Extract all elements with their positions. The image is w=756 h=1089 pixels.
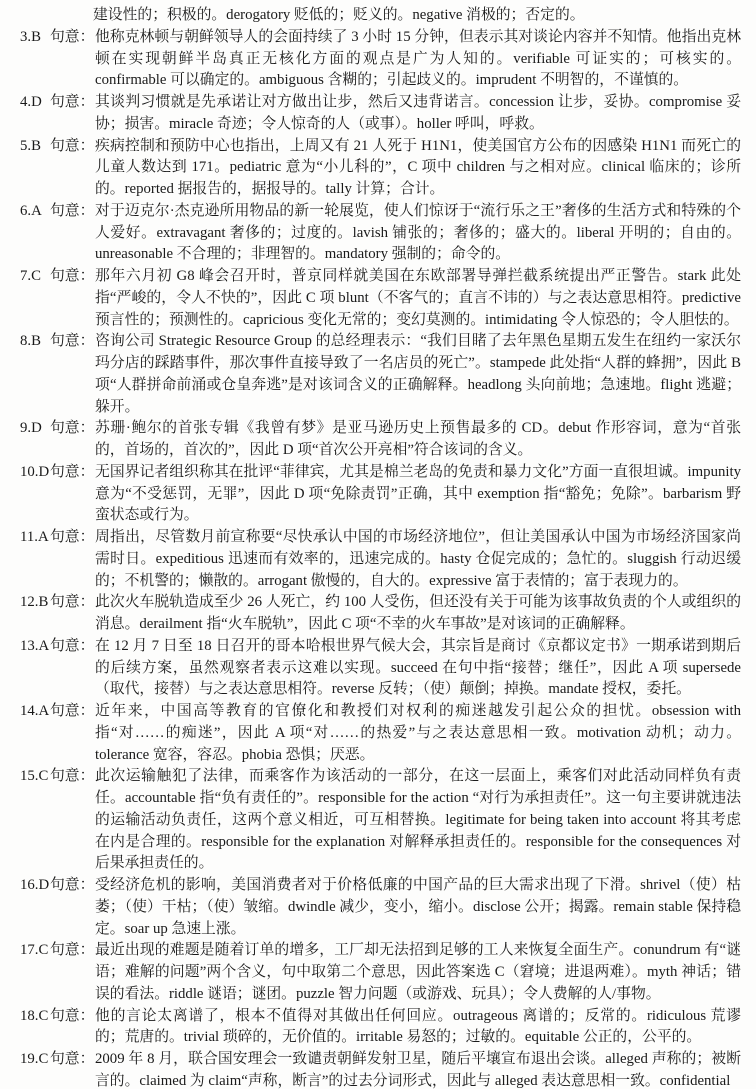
answer-item bbox=[18, 1049, 741, 1089]
item-number: 8.B bbox=[20, 333, 41, 350]
item-sense-label: 句意： bbox=[50, 420, 95, 437]
item-explanation-text: 最近出现的难题是随着订单的增多，工厂却无法招到足够的工人来恢复全面生产。conundrum 有“谜语；难解的问题”两个含义，句中取第二个意思，因此答案选 C（窘境；进退两难）。myth 神话；错误的看法。riddle 谜语；谜团。puzzle 智力问题（或游戏、玩具）；令人费解的人/事物。 bbox=[95, 942, 741, 1002]
answer-item bbox=[18, 701, 741, 766]
answer-item bbox=[18, 636, 741, 701]
item-number: 4.D bbox=[20, 94, 42, 110]
answer-item bbox=[18, 462, 741, 527]
item-explanation-text: 受经济危机的影响，美国消费者对于价格低廉的中国产品的巨大需求出现了下滑。shrivel（使）枯萎；（使）干枯；（使）皱缩。dwindle 减少，变小，缩小。disclose 公开；揭露。remain stable 保持稳定。soar up 急速上涨。 bbox=[95, 877, 741, 937]
answer-item bbox=[18, 940, 741, 1005]
item-explanation-text: 此次火车脱轨造成至少 26 人死亡，约 100 人受伤，但还没有关于可能为该事故负责的个人或组织的消息。derailment 指“火车脱轨”，因此 C 项“不幸的火车事故”是对该词的正确解释。 bbox=[95, 594, 741, 632]
answer-item bbox=[18, 766, 741, 875]
item-sense-label: 句意： bbox=[50, 637, 95, 654]
item-number: 5.B bbox=[20, 137, 41, 154]
item-sense-label: 句意： bbox=[50, 942, 95, 959]
item-sense-label: 句意： bbox=[50, 529, 95, 545]
answer-item bbox=[18, 201, 741, 266]
item-explanation-text: 对于迈克尔·杰克逊所用物品的新一轮展览，使人们惊讶于“流行乐之王”奢侈的生活方式和特殊的个人爱好。extravagant 奢侈的；过度的。lavish 铺张的；奢侈的；盛大的。liberal 开明的；自由的。unreasonable 不合理的；非理智的。mandatory 强制的；命令的。 bbox=[95, 202, 741, 263]
item-sense-label: 句意： bbox=[50, 137, 95, 154]
answer-item bbox=[18, 418, 741, 462]
item-number: 15.C bbox=[20, 768, 49, 785]
continuation-text: 建设性的；积极的。derogatory 贬低的；贬义的。negative 消极的；否定的。 bbox=[93, 7, 585, 23]
item-explanation-text: 在 12 月 7 日至 18 日召开的哥本哈根世界气候大会，其宗旨是商讨《京都议定书》一期承诺到期后的后续方案，虽然观察者表示这难以实现。succeed 在句中指“接替；继任”，因此 A 项 supersede（取代，接替）与之表达意思相符。reverse 反转；（使）颠倒；掉换。mandate 授权，委托。 bbox=[95, 637, 741, 698]
item-explanation-text: 其谈判习惯就是先承诺让对方做出让步，然后又违背诺言。concession 让步，妥协。compromise 妥协；损害。miracle 奇迹；令人惊奇的人（或事）。holler 呼叫，呼救。 bbox=[95, 94, 741, 132]
item-sense-label: 句意： bbox=[50, 594, 95, 611]
item-number: 3.B bbox=[20, 28, 41, 45]
item-sense-label: 句意： bbox=[50, 463, 95, 480]
item-sense-label: 句意： bbox=[50, 28, 95, 45]
answer-item-list bbox=[18, 27, 741, 1089]
answer-item bbox=[18, 27, 741, 92]
item-number: 10.D bbox=[20, 463, 50, 480]
item-number: 13.A bbox=[20, 637, 50, 654]
answer-item bbox=[18, 331, 741, 418]
item-explanation-text: 无国界记者组织称其在批评“菲律宾，尤其是棉兰老岛的免责和暴力文化”方面一直很坦诚。impunity 意为“不受惩罚，无罪”，因此 D 项“免除责罚”正确，其中 exemption 指“豁免；免除”。barbarism 野蛮状态或行为。 bbox=[95, 463, 741, 524]
item-sense-label: 句意： bbox=[50, 268, 95, 284]
answer-item bbox=[18, 92, 741, 136]
item-explanation-text: 他称克林顿与朝鲜领导人的会面持续了 3 小时 15 分钟，但表示其对谈论内容并不知情。他指出克林顿在实现朝鲜半岛真正无核化方面的观点是广为人知的。verifiable 可证实的；可核实的。confirmable 可以确定的。ambiguous 含糊的；引起歧义的。imprudent 不明智的，不谨慎的。 bbox=[95, 28, 741, 89]
answer-item bbox=[18, 875, 741, 940]
item-number: 16.D bbox=[20, 877, 50, 893]
item-number: 6.A bbox=[20, 202, 42, 219]
item-explanation-text: 此次运输触犯了法律，而乘客作为该活动的一部分，在这一层面上，乘客们对此活动同样负有责任。accountable 指“负有责任的”。responsible for the action “对行为承担责任”。这一句主要讲就违法的运输活动负责任，这两个意义相近，可互相替换。legitimate for being taken into account 将其考虑在内是合理的。responsible for the explanation 对解释承担责任的。responsible for the consequences 对后果承担责任的。 bbox=[95, 768, 741, 872]
item-sense-label: 句意： bbox=[50, 94, 95, 110]
item-explanation-text: 疾病控制和预防中心也指出，上周又有 21 人死于 H1N1，使美国官方公布的因感染 H1N1 而死亡的儿童人数达到 171。pediatric 意为“小儿科的”，C 项中 children 与之相对应。clinical 临床的；诊所的。reported 据报告的，据报导的。tally 计算；合计。 bbox=[95, 137, 741, 197]
item-number: 19.C bbox=[20, 1051, 49, 1067]
item-sense-label: 句意： bbox=[50, 333, 95, 350]
item-sense-label: 句意： bbox=[50, 877, 95, 893]
item-number: 11.A bbox=[20, 529, 49, 545]
answer-item bbox=[18, 527, 741, 592]
answer-item bbox=[18, 592, 741, 636]
item-number: 9.D bbox=[20, 420, 42, 437]
answer-item bbox=[18, 136, 741, 201]
item-number: 14.A bbox=[20, 703, 50, 719]
item-explanation-text: 近年来，中国高等教育的官僚化和教授们对权利的痴迷越发引起公众的担忧。obsession with 指“对……的痴迷”，因此 A 项“对……的热爱”与之表达意思相一致。motivation 动机；动力。tolerance 宽容，容忍。phobia 恐惧；厌恶。 bbox=[95, 703, 741, 763]
item-number: 12.B bbox=[20, 594, 49, 611]
answer-item bbox=[18, 1006, 741, 1050]
item-number: 7.C bbox=[20, 268, 41, 284]
item-explanation-text: 2009 年 8 月，联合国安理会一致谴责朝鲜发射卫星，随后平壤宣布退出会谈。alleged 声称的；被断言的。claimed 为 claim“声称，断言”的过去分词形式，因此与 alleged 表达意思相一致。confidential bbox=[95, 1051, 741, 1089]
item-explanation-text: 周指出，尽管数月前宣称要“尽快承认中国的市场经济地位”，但让美国承认中国为市场经济国家尚需时日。expeditious 迅速而有效率的，迅速完成的。hasty 仓促完成的；急忙的。sluggish 行动迟缓的；不机警的；懒散的。arrogant 傲慢的，自大的。expressive 富于表情的；富于表现力的。 bbox=[95, 529, 741, 589]
item-explanation-text: 他的言论太离谱了，根本不值得对其做出任何回应。outrageous 离谱的；反常的。ridiculous 荒谬的；荒唐的。trivial 琐碎的，无价值的。irritable 易怒的；过敏的。equitable 公正的，公平的。 bbox=[95, 1007, 741, 1046]
item-sense-label: 句意： bbox=[50, 1051, 95, 1067]
item-sense-label: 句意： bbox=[50, 1007, 95, 1024]
item-explanation-text: 那年六月初 G8 峰会召开时，普京同样就美国在东欧部署导弹拦截系统提出严正警告。stark 此处指“严峻的，令人不快的”，因此 C 项 blunt（不客气的；直言不讳的）与之表达意思相符。predictive 预言性的；预测性的。capricious 变化无常的；变幻莫测的。intimidating 令人惊恐的；令人胆怯的。 bbox=[95, 268, 741, 328]
item-explanation-text: 咨询公司 Strategic Resource Group 的总经理表示：“我们目睹了去年黑色星期五发生在纽约一家沃尔玛分店的踩踏事件，那次事件直接导致了一名店员的死亡”。stampede 此处指“人群的蜂拥”，因此 B 项“人群拼命前涌或仓皇奔逃”是对该词含义的正确解释。headlong 头向前地；急速地。flight 逃避；躲开。 bbox=[95, 333, 741, 415]
item-sense-label: 句意： bbox=[50, 202, 95, 219]
item-explanation-text: 苏珊·鲍尔的首张专辑《我曾有梦》是亚马逊历史上预售最多的 CD。debut 作形容词，意为“首张的，首场的，首次的”，因此 D 项“首次公开亮相”符合该词的含义。 bbox=[95, 420, 741, 458]
item-number: 17.C bbox=[20, 942, 49, 959]
item-sense-label: 句意： bbox=[50, 768, 95, 785]
item-number: 18.C bbox=[20, 1007, 49, 1024]
answer-item bbox=[18, 266, 741, 331]
item-sense-label: 句意： bbox=[50, 703, 95, 719]
